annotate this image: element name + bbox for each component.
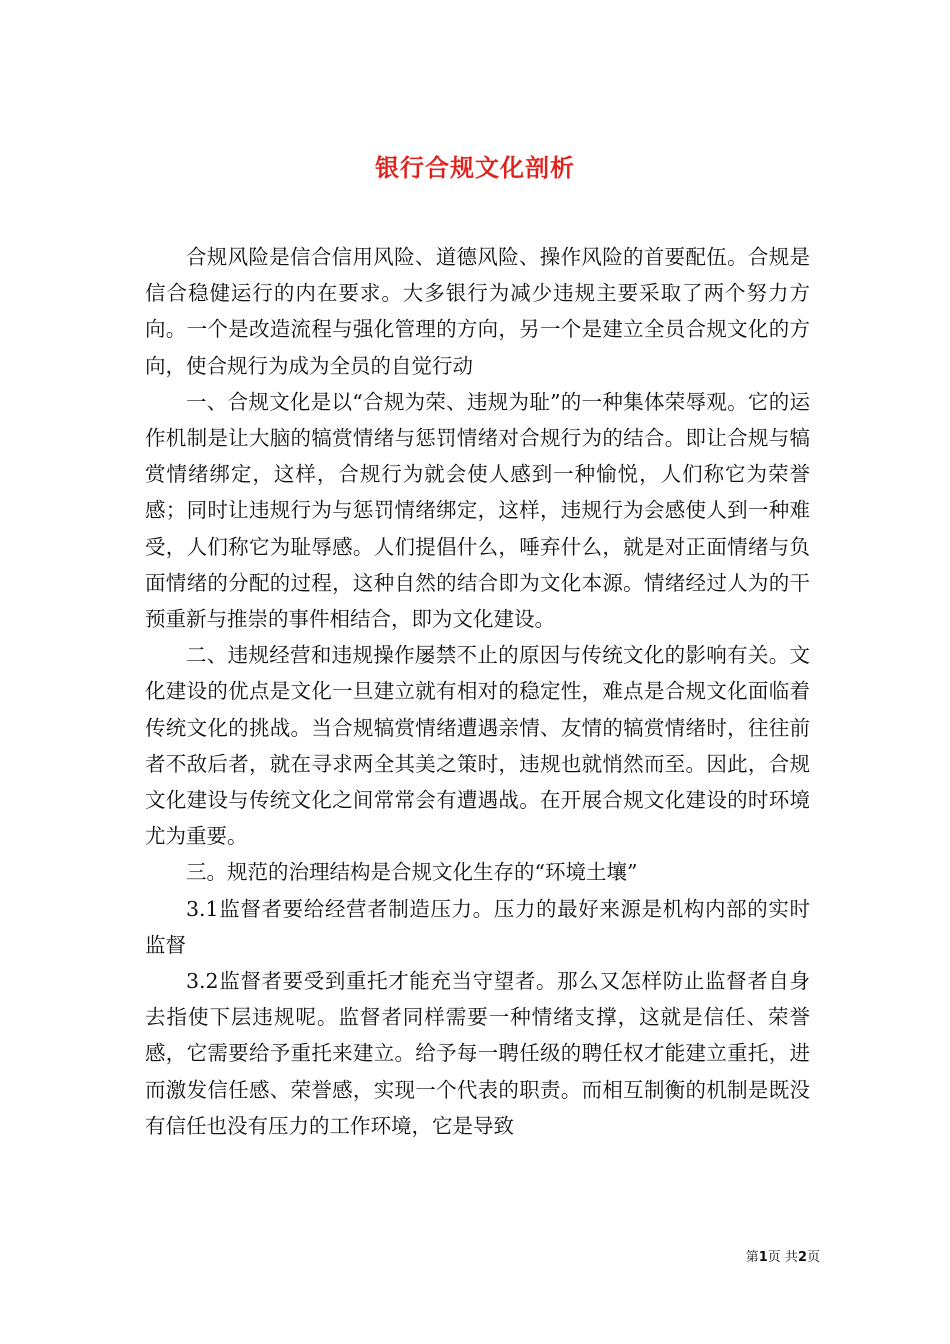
paragraph-intro: 合规风险是信合信用风险、道德风险、操作风险的首要配伍。合规是信合稳健运行的内在要求。大多银行为减少违规主要采取了两个努力方向。一个是改造流程与强化管理的方向，另一个是建立全员合规文化的方向，使合规行为成为全员的自觉行动	[145, 245, 810, 378]
paragraph-section-3: 三。规范的治理结构是合规文化生存的“环境土壤”	[186, 860, 638, 885]
page-number-suffix: 页	[806, 1250, 820, 1265]
page-number	[690, 1246, 820, 1265]
paragraph-section-2: 二、违规经营和违规操作屡禁不止的原因与传统文化的影响有关。文化建设的优点是文化一旦建立就有相对的稳定性，难点是合规文化面临着传统文化的挑战。当合规犒赏情绪遭遇亲情、友情的犒赏情绪时，往往前者不敌后者，就在寻求两全其美之策时，违规也就悄然而至。因此，合规文化建设与传统文化之间常常会有遭遇战。在开展合规文化建设的时环境尤为重要。	[145, 643, 810, 849]
paragraph-section-1: 一、合规文化是以“合规为荣、违规为耻”的一种集体荣辱观。它的运作机制是让大脑的犒赏情绪与惩罚情绪对合规行为的结合。即让合规与犒赏情绪绑定，这样，合规行为就会使人感到一种愉悦，人们称它为荣誉感；同时让违规行为与惩罚情绪绑定，这样，违规行为会感使人到一种难受，人们称它为耻辱感。人们提倡什么，唾弃什么，就是对正面情绪与负面情绪的分配的过程，这种自然的结合即为文化本源。情绪经过人为的干预重新与推崇的事件相结合，即为文化建设。	[145, 389, 810, 632]
paragraph-section-3-2: 3.2监督者要受到重托才能充当守望者。那么又怎样防止监督者自身去指使下层违规呢。监督者同样需要一种情绪支撑，这就是信任、荣誉感，它需要给予重托来建立。给予每一聘任级的聘任权才能建立重托，进而激发信任感、荣誉感，实现一个代表的职责。而相互制衡的机制是既没有信任也没有压力的工作环境，它是导致	[145, 969, 810, 1138]
page-title: 银行合规文化剖析	[375, 154, 575, 183]
page-number-current: 1	[758, 1250, 768, 1265]
page-number-total: 2	[797, 1250, 807, 1265]
document-body	[145, 239, 810, 1144]
page-number-middle: 页 共	[767, 1250, 798, 1265]
page-number-prefix: 第	[745, 1250, 759, 1265]
paragraph-section-3-1: 3.1监督者要给经营者制造压力。压力的最好来源是机构内部的实时监督	[145, 896, 810, 957]
